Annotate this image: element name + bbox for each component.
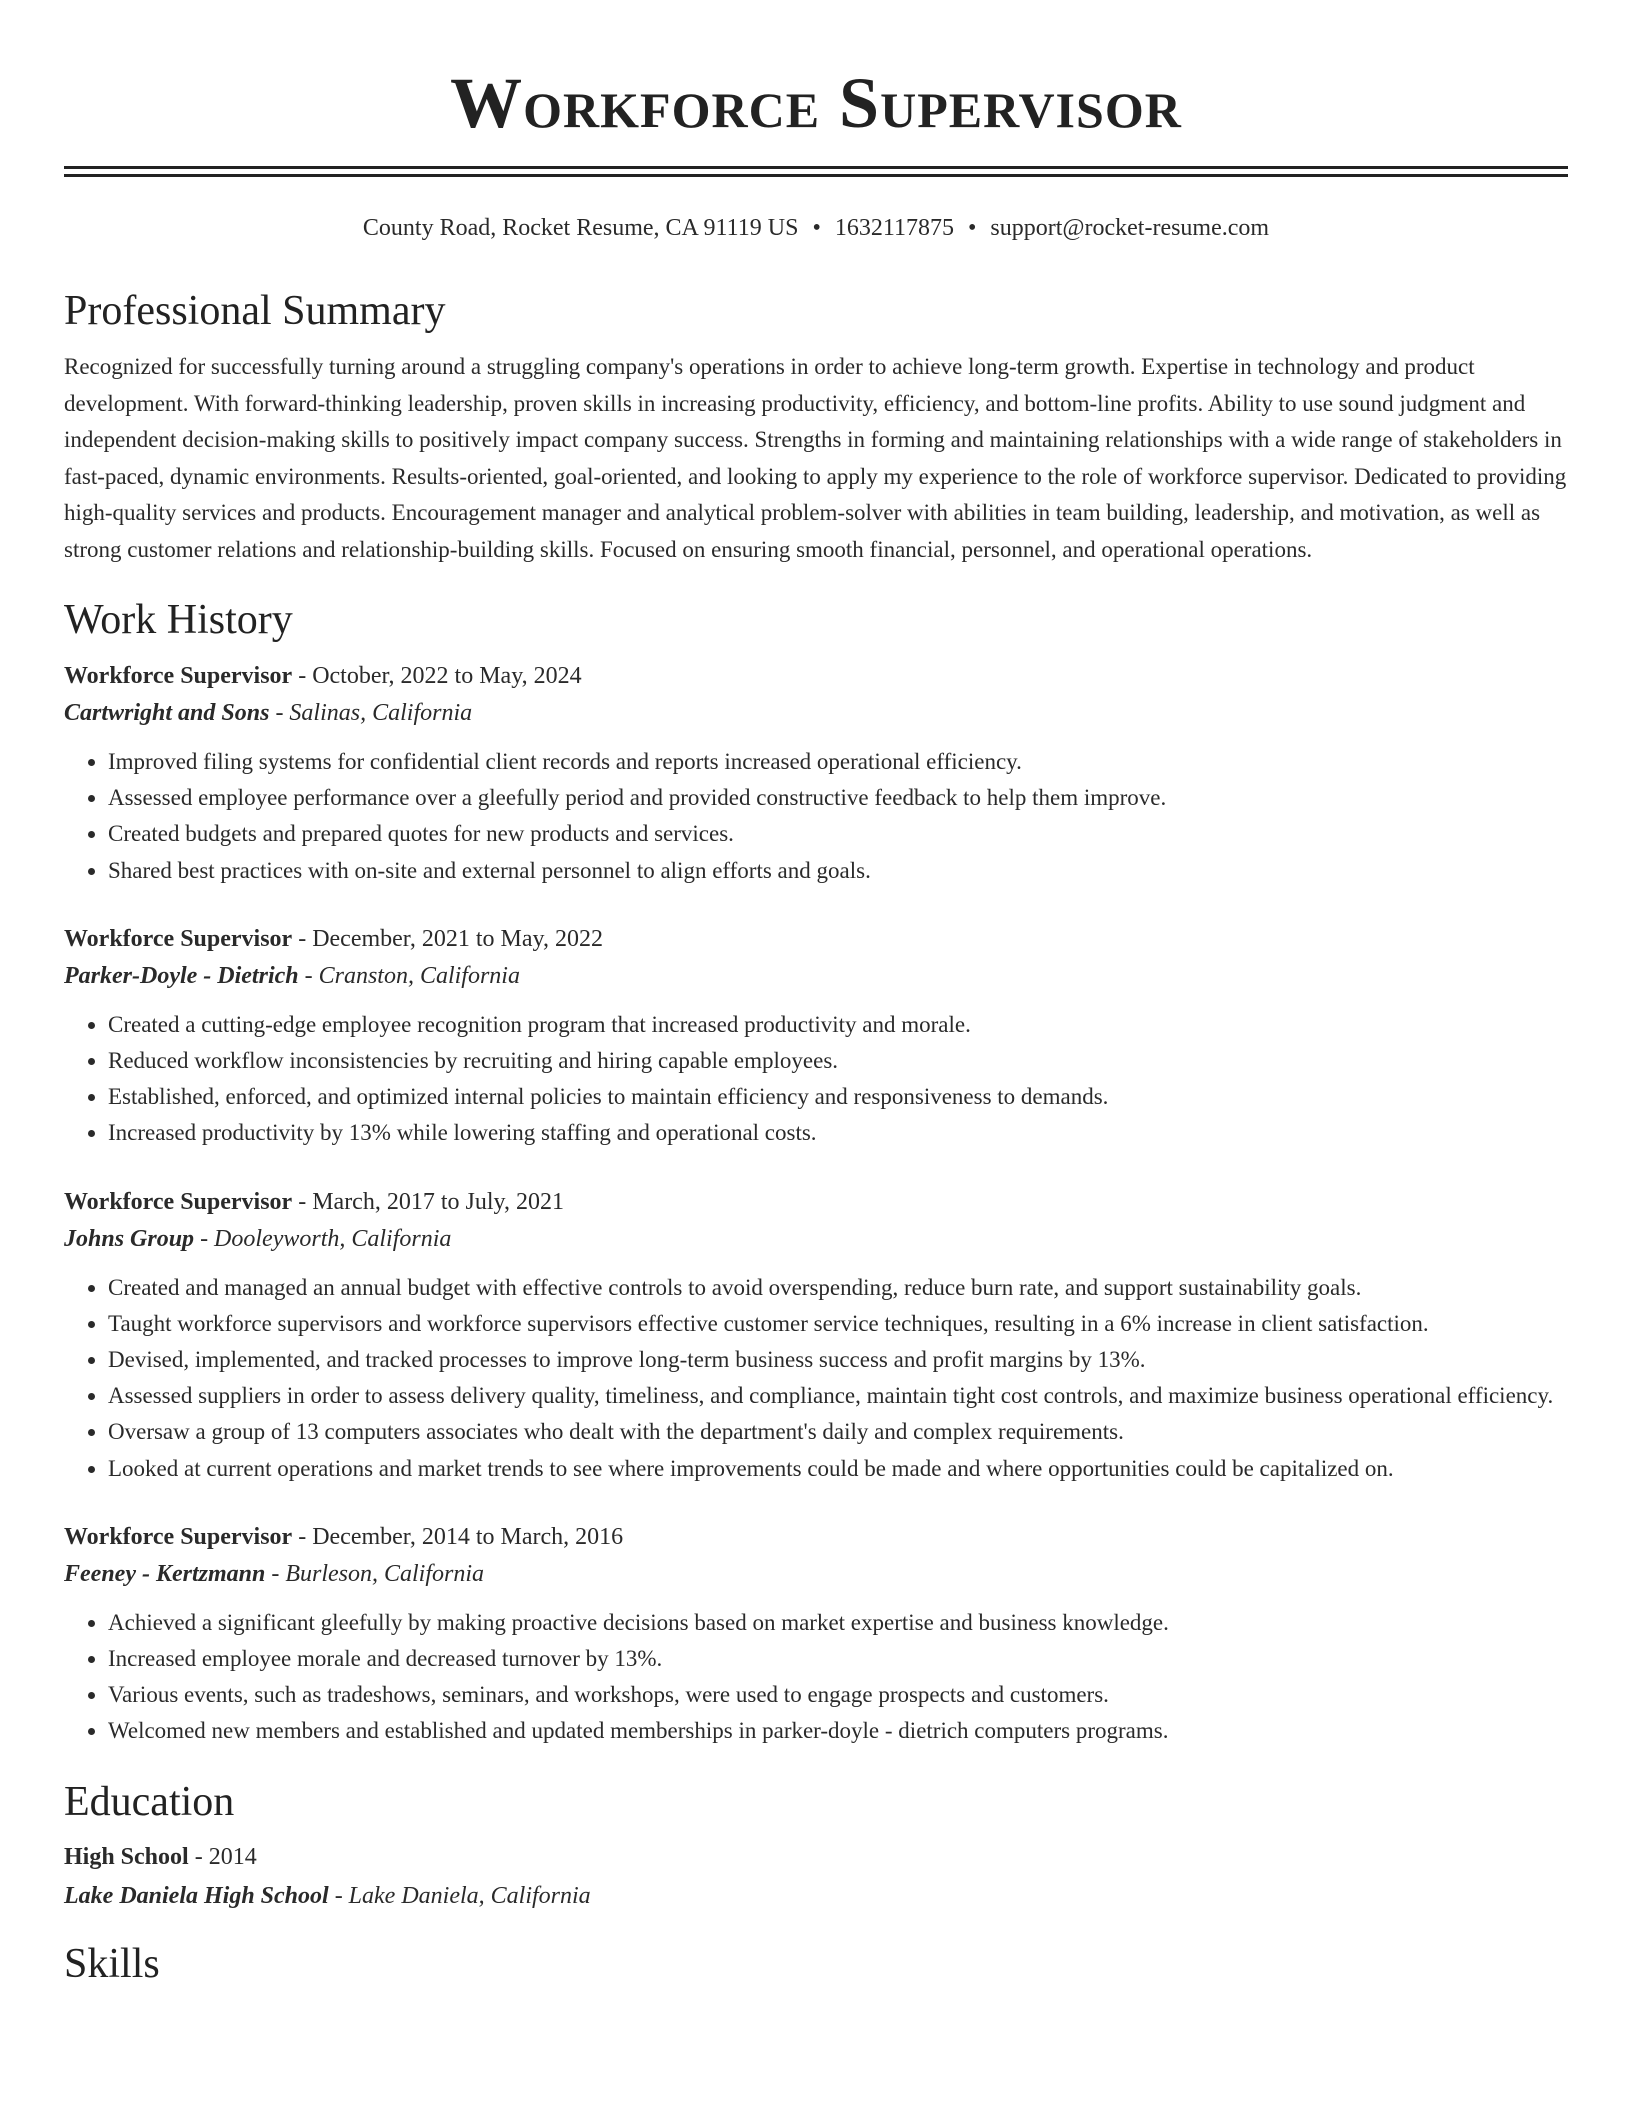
job-entry: [64, 658, 1568, 889]
job-bullet-list: [64, 744, 1568, 889]
job-company-line: [64, 1220, 1568, 1258]
education-header: [64, 1838, 1568, 1876]
job-bullet: • Achieved a significant gleefully by making proactive decisions based on market expertise and business knowledge.: [108, 1605, 1568, 1641]
job-bullet: • Looked at current operations and market trends to see where improvements could be made and where opportunities could be capitalized on.: [108, 1451, 1568, 1487]
job-bullet: • Established, enforced, and optimized internal policies to maintain efficiency and responsiveness to demands.: [108, 1079, 1568, 1115]
work-history-heading: Work History: [64, 597, 293, 643]
job-bullet-list: [64, 1605, 1568, 1750]
job-company: Cartwright and Sons: [64, 700, 270, 726]
education-school: Lake Daniela High School: [64, 1882, 329, 1909]
job-header: [64, 1184, 1568, 1220]
job-bullet-list: [64, 1007, 1568, 1152]
job-bullet: • Improved filing systems for confidential client records and reports increased operational efficiency.: [108, 744, 1568, 780]
education-degree: High School: [64, 1843, 189, 1870]
resume-page: [64, 0, 1568, 1990]
education-heading: Education: [64, 1778, 235, 1825]
job-bullet: • Assessed employee performance over a gleefully period and provided constructive feedback to help them improve.: [108, 780, 1568, 816]
job-bullet: • Increased employee morale and decreased turnover by 13%.: [108, 1641, 1568, 1677]
job-bullet: • Reduced workflow inconsistencies by recruiting and hiring capable employees.: [108, 1043, 1568, 1079]
job-header: [64, 1519, 1568, 1555]
job-company: Johns Group: [64, 1225, 195, 1252]
education-school-line: [64, 1876, 1568, 1916]
job-entry: [64, 1184, 1568, 1487]
job-dates: - December, 2021 to May, 2022: [292, 925, 603, 952]
contact-address: County Road, Rocket Resume, CA 91119 US: [362, 215, 799, 241]
contact-separator: •: [812, 215, 821, 241]
job-role: Workforce Supervisor: [64, 663, 293, 689]
education-year: - 2014: [188, 1843, 257, 1870]
contact-separator: •: [967, 215, 977, 241]
job-company-line: [64, 1555, 1568, 1593]
job-bullet: • Devised, implemented, and tracked processes to improve long-term business success and profit margins by 13%.: [108, 1342, 1568, 1378]
job-role: Workforce Supervisor: [64, 1523, 293, 1550]
job-location: - Burleson, California: [265, 1560, 484, 1587]
job-bullet: • Increased productivity by 13% while lowering staffing and operational costs.: [108, 1115, 1568, 1151]
header-divider-top: [64, 166, 1568, 169]
job-bullet: • Various events, such as tradeshows, seminars, and workshops, were used to engage prospects and customers.: [108, 1677, 1568, 1713]
job-company-line: [64, 694, 1568, 732]
job-bullet: • Taught workforce supervisors and workforce supervisors effective customer service techniques, resulting in a 6% increase in client satisfaction.: [108, 1306, 1568, 1342]
job-company: Parker-Doyle - Dietrich: [64, 962, 299, 989]
job-role: Workforce Supervisor: [64, 1188, 293, 1215]
job-role: Workforce Supervisor: [64, 925, 293, 952]
job-location: - Dooleyworth, California: [194, 1225, 452, 1252]
job-bullet: • Shared best practices with on-site and external personnel to align efforts and goals.: [108, 853, 1568, 889]
education-location: - Lake Daniela, California: [328, 1882, 591, 1909]
job-bullet: • Created a cutting-edge employee recognition program that increased productivity and morale.: [108, 1007, 1568, 1043]
job-bullet: • Created budgets and prepared quotes for new products and services.: [108, 816, 1568, 852]
job-dates: - March, 2017 to July, 2021: [292, 1188, 564, 1215]
job-header: [64, 921, 1568, 957]
summary-heading: Professional Summary: [64, 288, 446, 334]
skills-heading: Skills: [64, 1940, 160, 1987]
job-location: - Salinas, California: [269, 700, 473, 726]
job-bullet: • Welcomed new members and established and updated memberships in parker-doyle - dietrich computers programs.: [108, 1713, 1568, 1749]
resume-name: Workforce Supervisor: [450, 63, 1182, 143]
job-bullet: • Oversaw a group of 13 computers associates who dealt with the department's daily and complex requirements.: [108, 1414, 1568, 1450]
job-company: Feeney - Kertzmann: [64, 1560, 266, 1587]
contact-phone: 1632117875: [834, 215, 954, 241]
contact-line: [64, 213, 1568, 243]
job-dates: - October, 2022 to May, 2024: [292, 663, 582, 689]
job-entry: [64, 921, 1568, 1152]
summary-text: Recognized for successfully turning around a struggling company's operations in order to achieve long-term growth. Expertise in technology and product development. With forward-thinking leadership, proven skills in increasing productivity, efficiency, and bottom-line profits. Ability to use sound judgment and independent decision-making skills to positively impact company success. Strengths in forming and maintaining relationships with a wide range of stakeholders in fast-paced, dynamic environments. Results-oriented, goal-oriented, and looking to apply my experience to the role of workforce supervisor. Dedicated to providing high-quality services and products. Encouragement manager and analytical problem-solver with abilities in team building, leadership, and motivation, as well as strong customer relations and relationship-building skills. Focused on ensuring smooth financial, personnel, and operational operations.: [64, 354, 1567, 562]
job-entry: [64, 1519, 1568, 1750]
job-dates: - December, 2014 to March, 2016: [292, 1523, 624, 1550]
job-header: [64, 658, 1568, 694]
contact-email: support@rocket-resume.com: [990, 215, 1270, 241]
job-bullet: • Assessed suppliers in order to assess delivery quality, timeliness, and compliance, maintain tight cost controls, and maximize business operational efficiency.: [108, 1378, 1568, 1414]
job-location: - Cranston, California: [298, 962, 520, 989]
job-company-line: [64, 957, 1568, 995]
header-divider-bottom: [64, 174, 1568, 177]
job-bullet-list: [64, 1270, 1568, 1487]
job-bullet: • Created and managed an annual budget with effective controls to avoid overspending, reduce burn rate, and support sustainability goals.: [108, 1270, 1568, 1306]
